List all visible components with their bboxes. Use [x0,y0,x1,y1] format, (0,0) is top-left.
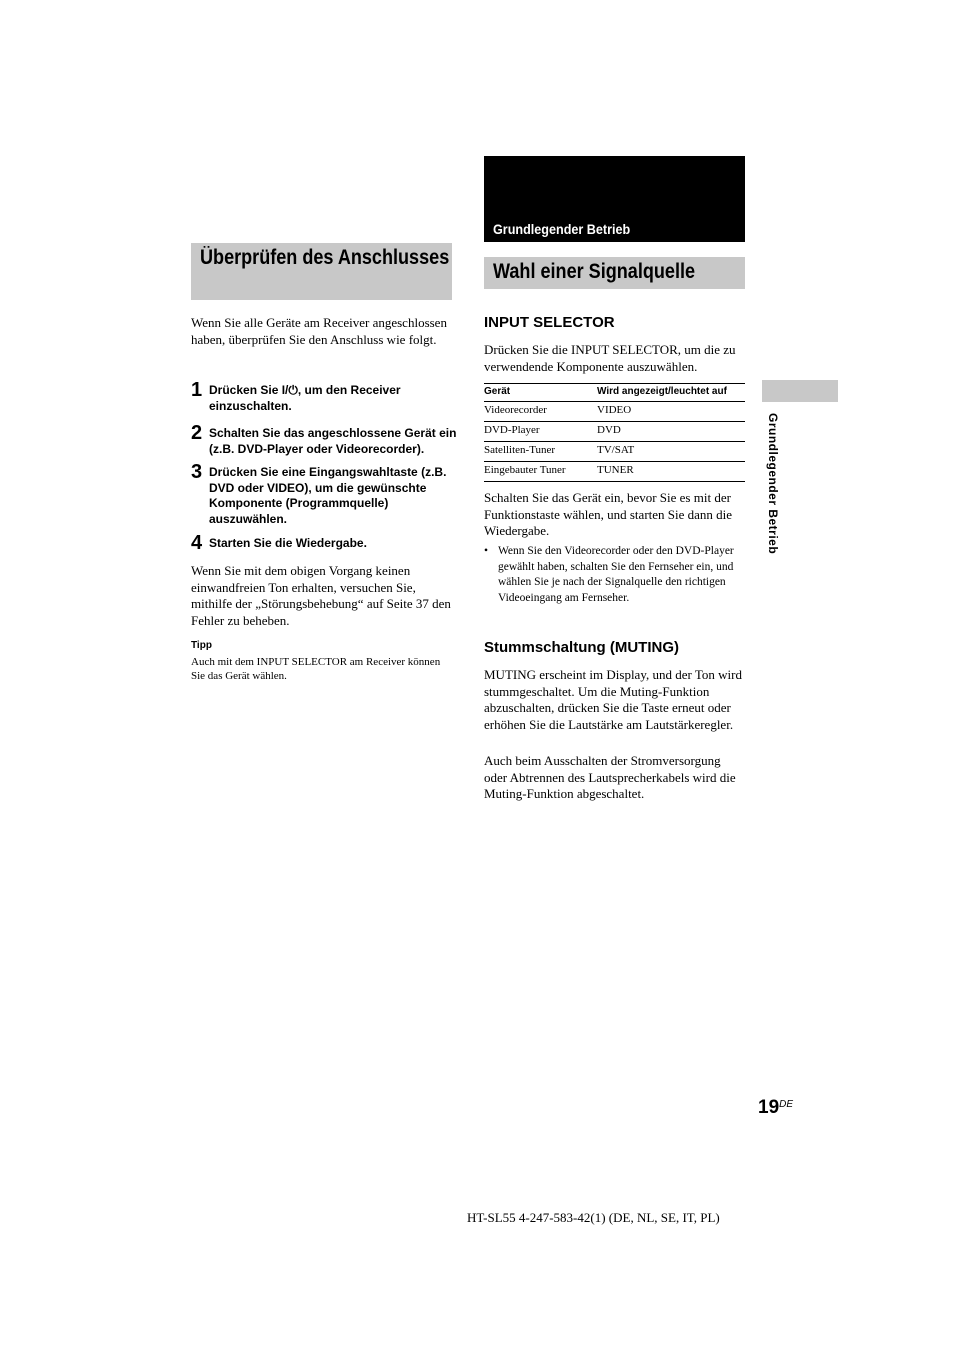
muting-heading: Stummschaltung (MUTING) [484,639,679,656]
table-row [484,442,745,462]
page-number-value: 19 [758,1097,780,1118]
page-number-suffix: DE [779,1099,794,1110]
table-cell: TUNER [597,464,634,476]
tip-heading: Tipp [191,640,212,651]
chapter-label: Grundlegender Betrieb [493,221,631,237]
step-number: 2 [191,422,203,444]
step-number: 4 [191,532,203,554]
muting-paragraph-1: MUTING erscheint im Display, und der Ton wird stummgeschaltet. Um die Muting-Funktion abzuschalten, drücken Sie die Taste erneut oder erhöhen Sie die Lautstärke am Lautstärkeregler. [484,667,742,732]
after-table-paragraph: Schalten Sie das Gerät ein, bevor Sie es mit der Funktionstaste wählen, und starten Sie dann die Wiedergabe. [484,490,733,538]
input-selector-text: Drücken Sie die INPUT SELECTOR, um die zu verwendende Komponente auszuwählen. [484,342,736,374]
page-number [758,1097,793,1119]
section-title-box-left [191,243,452,300]
chapter-header-box [484,156,745,242]
tip-text: Auch mit dem INPUT SELECTOR am Receiver können Sie das Gerät wählen. [191,656,441,682]
table-cell: DVD [597,424,621,436]
step-text: Schalten Sie das angeschlossene Gerät ein (z.B. DVD-Player oder Videorecorder). [209,426,457,456]
source-table [484,383,745,482]
bullet-text: Wenn Sie den Videorecorder oder den DVD-Player gewählt haben, schalten Sie den Fernseher ein, und wählen Sie je nach der Signalquelle den richtigen Videoeingang am Fernseher. [498,545,734,604]
intro-paragraph: Wenn Sie alle Geräte am Receiver angeschlossen haben, überprüfen Sie den Anschluss wie folgt. [191,315,447,347]
muting-paragraph-2: Auch beim Ausschalten der Stromversorgung oder Abtrennen des Lautsprecherkabels wird die Muting-Funktion abgeschaltet. [484,753,736,801]
table-row [484,462,745,482]
step-number: 1 [191,379,203,401]
table-row [484,402,745,422]
table-cell: Eingebauter Tuner [484,464,566,476]
step-text: Drücken Sie I/⏻, um den Receiver einzuschalten. [209,383,401,413]
chapter-side-label: Grundlegender Betrieb [766,413,780,555]
table-cell: Videorecorder [484,404,547,416]
table-cell: VIDEO [597,404,632,416]
section-title-box-right [484,257,745,289]
table-header-row [484,383,745,402]
table-cell: Satelliten-Tuner [484,444,556,456]
step-text: Starten Sie die Wiedergabe. [209,536,367,550]
step-text: Drücken Sie eine Eingangswahltaste (z.B. DVD oder VIDEO), um die gewünschte Komponente (Programmquelle) auszuwählen. [209,465,447,526]
table-cell: DVD-Player [484,424,540,436]
table-header-cell: Wird angezeigt/leuchtet auf [597,386,727,397]
chapter-side-tab [762,380,838,402]
input-selector-heading: INPUT SELECTOR [484,314,615,331]
troubleshooting-paragraph: Wenn Sie mit dem obigen Vorgang keinen einwandfreien Ton erhalten, versuchen Sie, mithilfe der „Störungsbehebung“ auf Seite 37 den Fehler zu beheben. [191,563,451,628]
table-row [484,422,745,442]
section-title-select-source: Wahl einer Signalquelle [493,260,696,283]
bullet-icon: • [484,545,489,557]
step-number: 3 [191,461,203,483]
footer-model-code: HT-SL55 4-247-583-42(1) (DE, NL, SE, IT, PL) [467,1210,720,1225]
table-cell: TV/SAT [597,444,635,456]
section-title-check-connection: Überprüfen des Anschlusses [200,246,450,269]
table-header-cell: Gerät [484,386,511,397]
